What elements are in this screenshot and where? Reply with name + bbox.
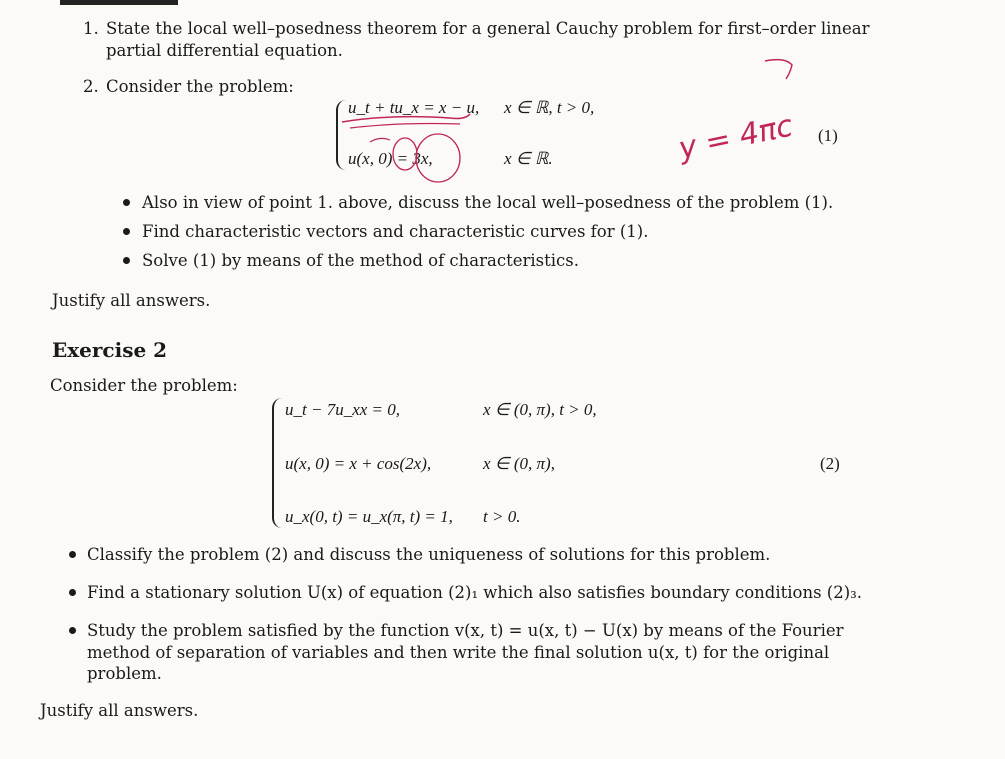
equation-1-label: (1) [818, 126, 838, 145]
item-1-number: 1. [83, 19, 99, 38]
equation-2-line-3: u_x(0, t) = u_x(π, t) = 1, [285, 507, 453, 526]
equation-2-line-1: u_t − 7u_xx = 0, [285, 400, 401, 419]
equation-2-domain-2: x ∈ (0, π), [483, 454, 555, 473]
ex2-intro: Consider the problem: [50, 376, 238, 395]
item-1-line-1: State the local well–posedness theorem for a general Cauchy problem for first–order linear [106, 19, 870, 38]
item-1-line-2: partial differential equation. [106, 41, 343, 60]
ex2-bullet-3-line-2: method of separation of variables and then write the final solution u(x, t) for the original [87, 643, 830, 662]
equation-2-brace [272, 398, 283, 528]
exercise-2-title: Exercise 2 [52, 338, 168, 362]
item-2-number: 2. [83, 77, 99, 96]
bullet-dot [69, 589, 76, 596]
equation-2-domain-1: x ∈ (0, π), t > 0, [483, 400, 597, 419]
ex2-bullet-2: Find a stationary solution U(x) of equation (2)₁ which also satisfies boundary conditions (2)₃. [87, 583, 863, 602]
bullet-dot [69, 551, 76, 558]
equation-1-line-2: u(x, 0) = 3x, [348, 149, 433, 168]
cropped-heading-fragment [60, 0, 178, 5]
handwritten-mark [760, 55, 800, 85]
equation-2-domain-3: t > 0. [483, 507, 521, 526]
bullet-dot [123, 228, 130, 235]
bullet-dot [69, 627, 76, 634]
equation-1-domain-2: x ∈ ℝ. [504, 149, 553, 168]
bullet-dot [123, 199, 130, 206]
ex2-bullet-3-line-1: Study the problem satisfied by the function v(x, t) = u(x, t) − U(x) by means of the Fourier [87, 621, 844, 640]
bullet-dot [123, 257, 130, 264]
ex1-bullet-2: Find characteristic vectors and characteristic curves for (1). [142, 222, 649, 241]
handwritten-scribbles [330, 92, 500, 192]
equation-2-label: (2) [820, 454, 840, 473]
ex2-justify: Justify all answers. [40, 701, 199, 720]
ex1-bullet-3: Solve (1) by means of the method of characteristics. [142, 251, 579, 270]
item-2-text: Consider the problem: [106, 77, 294, 96]
ex1-justify: Justify all answers. [52, 291, 211, 310]
ex2-bullet-3-line-3: problem. [87, 664, 162, 683]
equation-1-domain-1: x ∈ ℝ, t > 0, [504, 98, 595, 117]
handwritten-note: y = 4πc [675, 108, 796, 167]
ex2-bullet-1: Classify the problem (2) and discuss the uniqueness of solutions for this problem. [87, 545, 771, 564]
equation-2-line-2: u(x, 0) = x + cos(2x), [285, 454, 432, 473]
ex1-bullet-1: Also in view of point 1. above, discuss the local well–posedness of the problem (1). [142, 193, 834, 212]
equation-1-line-1: u_t + tu_x = x − u, [348, 98, 480, 117]
